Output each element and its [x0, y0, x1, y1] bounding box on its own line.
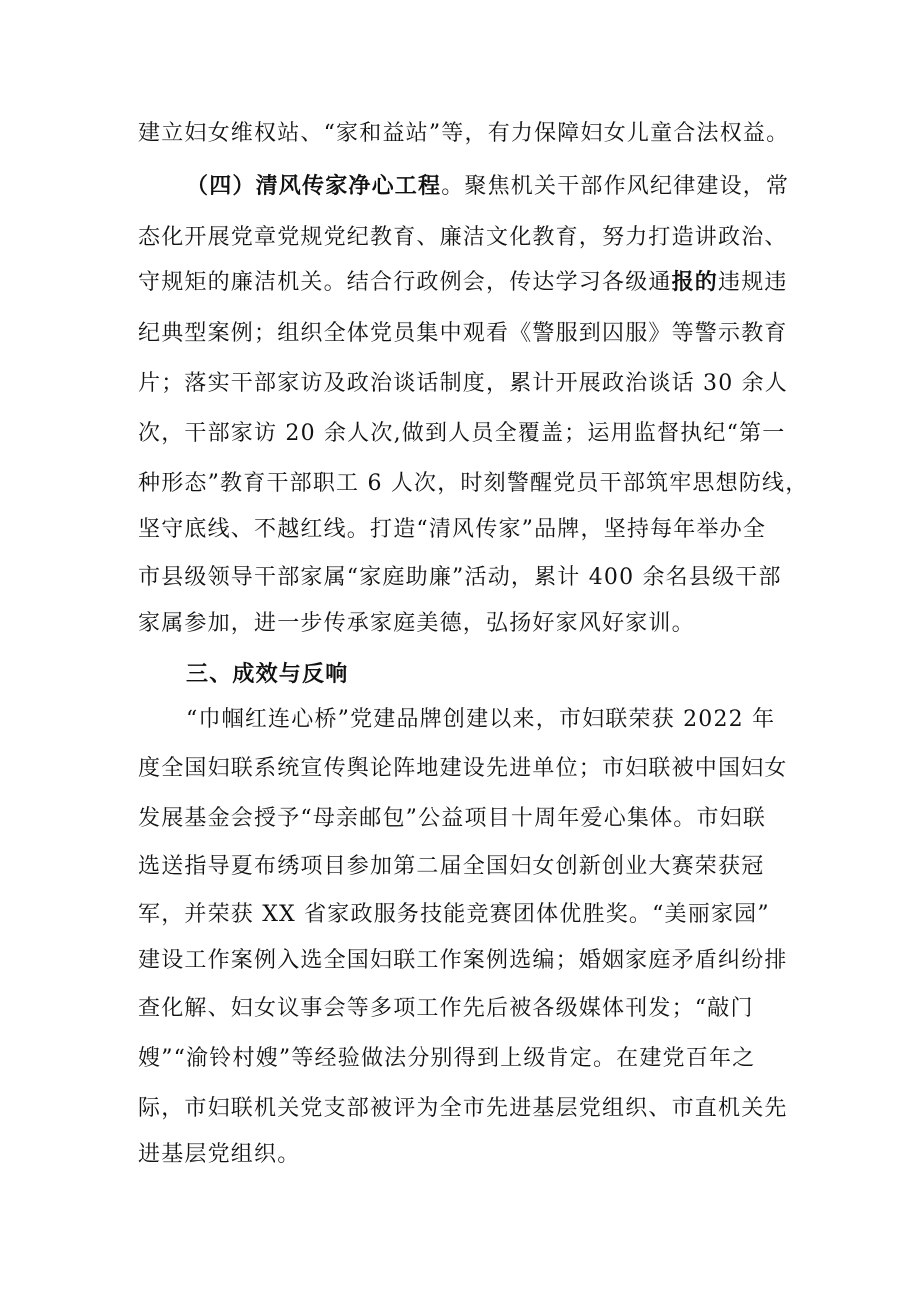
paragraph-line: 种形态”教育干部职工 6 人次，时刻警醒党员干部筑牢思想防线，: [138, 471, 809, 496]
paragraph-line: “巾帼红连心桥”党建品牌创建以来，市妇联荣获 2022 年: [186, 707, 776, 732]
paragraph-line: 片；落实干部家访及政治谈话制度，累计开展政治谈话 30 余人: [138, 371, 788, 396]
paragraph-line: 发展基金会授予“母亲邮包”公益项目十周年爱心集体。市妇联: [138, 806, 767, 831]
section-4-first-line: [186, 171, 789, 202]
paragraph-line: 建立妇女维权站、“家和益站”等，有力保障妇女儿童合法权益。: [138, 121, 790, 146]
paragraph-line: 市县级领导干部家属“家庭助廉”活动，累计 400 余名县级干部: [138, 565, 782, 590]
paragraph-line: 坚守底线、不越红线。打造“清风传家”品牌，坚持每年举办全: [138, 517, 767, 542]
paragraph-line: 家属参加，进一步传承家庭美德，弘扬好家风好家训。: [138, 611, 695, 636]
paragraph-text: 。聚焦机关干部作风纪律建设，常: [441, 174, 790, 199]
paragraph-text: 守规矩的廉洁机关。结合行政例会，传达学习各级通: [138, 270, 672, 295]
paragraph-line: 纪典型案例；组织全体党员集中观看《警服到囚服》等警示教育: [138, 321, 788, 346]
section-3-heading: 三、成效与反响: [186, 661, 349, 687]
paragraph-line: 态化开展党章党规党纪教育、廉洁文化教育，努力打造讲政治、: [138, 225, 788, 250]
section-4-heading: （四）清风传家净心工程: [186, 173, 442, 199]
paragraph-text: 违规违: [718, 270, 788, 295]
bold-text: 报的: [671, 269, 719, 295]
paragraph-line: 军，并荣获 XX 省家政服务技能竞赛团体优胜奖。“美丽家园”: [138, 902, 770, 927]
paragraph-line: [138, 267, 788, 298]
paragraph-line: 选送指导夏布绣项目参加第二届全国妇女创新创业大赛荣获冠: [138, 854, 765, 879]
paragraph-line: 查化解、妇女议事会等多项工作先后被各级媒体刊发；“敲门: [138, 996, 754, 1021]
paragraph-line: 次，干部家访 20 余人次,做到人员全覆盖；运用监督执纪“第一: [138, 421, 786, 446]
paragraph-line: 际，市妇联机关党支部被评为全市先进基层党组织、市直机关先: [138, 1096, 788, 1121]
paragraph-line: 度全国妇联系统宣传舆论阵地建设先进单位；市妇联被中国妇女: [138, 756, 788, 781]
paragraph-line: 嫂”“渝铃村嫂”等经验做法分别得到上级肯定。在建党百年之: [138, 1046, 756, 1071]
paragraph-line: 建设工作案例入选全国妇联工作案例选编；婚姻家庭矛盾纠纷排: [138, 948, 788, 973]
paragraph-line: 进基层党组织。: [138, 1142, 301, 1167]
